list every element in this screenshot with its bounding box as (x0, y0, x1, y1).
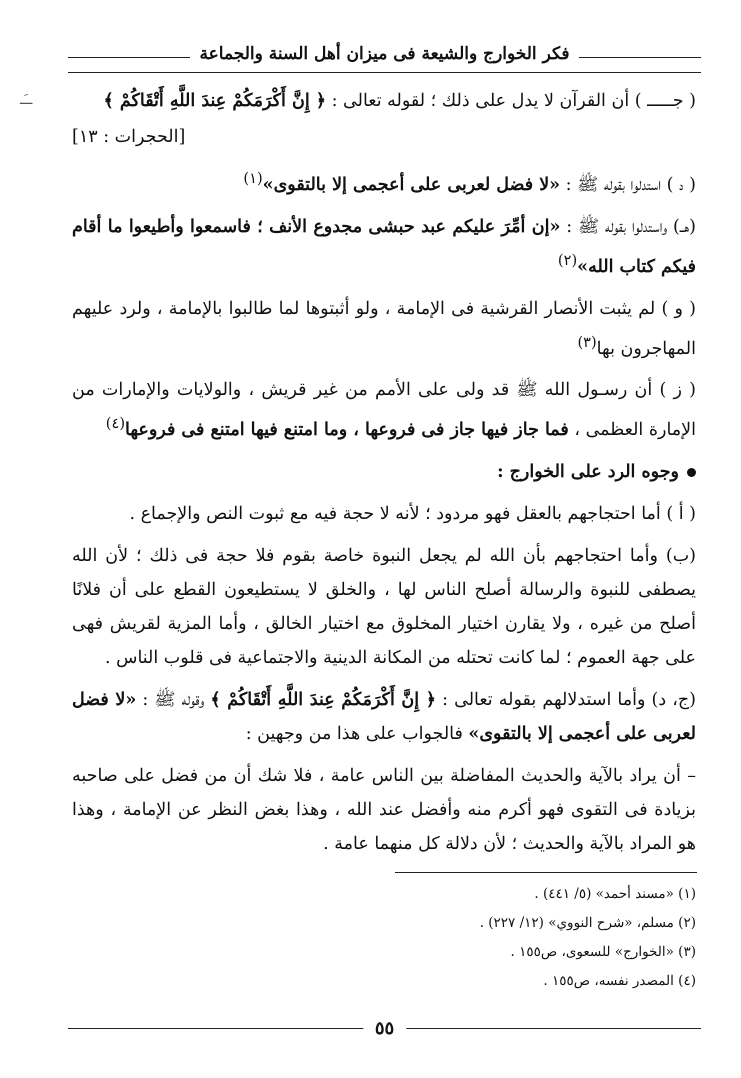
paragraph-dash: – أن يراد بالآية والحديث المفاضلة بين الناس عامة ، فلا شك أن من فضل على صاحبه بزيادة فى التقوى فهو أكرم منه وأفضل عند الله ، وهذا بغض النظر عن الإمامة ، وهذا هو المراد بالآية والحديث ؛ لأن دلالة كل منهما عامة . (72, 766, 696, 855)
paragraph-dal: ( د ) استدلوا بقوله ﷺ : «لا فضل لعربى على أعجمى إلا بالتقوى»$^{(١)}$ (243, 170, 696, 195)
footnote-marker: (٢) (557, 251, 578, 269)
page-footer (68, 1018, 701, 1042)
footnotes (72, 880, 696, 996)
main-text (72, 84, 696, 869)
paragraph-ba: (ب) وأما احتجاجهم بأن الله لم يجعل النبوة خاصة بقوم فلا حجة فى ذلك ؛ لأن الله يصطفى للنبوة والرسالة أصلح الناس لها ، والخلق لا يستطيعون القطع على أن فلانًا أصلح من غيره ، ولا يقارن اختيار المخلوق مع اختيار الخالق ، وأما المزية لقريش فهى على جهة العموم ؛ لما كانت تحتله من المكانة الدينية والاجتماعية فى قلوب الناس . (72, 546, 696, 669)
header-title: فكر الخوارج والشيعة فى ميزان أهل السنة والجماعة (190, 44, 580, 64)
paragraph-zay: ( ز ) أن رسـول الله ﷺ قد ولى على الأمم من غير قريش ، والولايات والإمارات من الإمارة العظمى ، فما جاز فيها جاز فى فروعها ، وما امتنع فيها امتنع فى فروعها$^{(٤)}$ (72, 380, 696, 441)
margin-mark: ــَـ (20, 92, 33, 108)
hadith-quote: «لا فضل لعربى على أعجمى إلا بالتقوى» (72, 690, 696, 745)
footnote: (٢) مسلم، «شرح النووي» (١٢/ ٢٢٧) . (479, 915, 696, 931)
paragraph-alif: ( أ ) أما احتجاجهم بالعقل فهو مردود ؛ لأنه لا حجة فيه مع ثبوت النص والإجماع . (129, 504, 696, 525)
page-number: ٥٥ (363, 1018, 406, 1039)
bullet-icon (687, 468, 696, 477)
verse-reference: [الحجرات : ١٣] (72, 127, 186, 147)
hadith-quote: «لا فضل لعربى على أعجمى إلا بالتقوى» (262, 174, 561, 195)
header-rule (68, 72, 701, 73)
running-header (68, 44, 701, 74)
hadith-quote: «إن أمِّرَ عليكم عبد حبشى مجدوع الأنف ؛ فاسمعوا وأطيعوا ما أقام فيكم كتاب الله» (72, 216, 696, 277)
paragraph-jim: ( جـــــ ) أن القرآن لا يدل على ذلك ؛ لقوله تعالى : ﴿ إِنَّ أَكْرَمَكُمْ عِندَ اللَّهِ أَتْقَاكُمْ ﴾ (103, 91, 696, 111)
footnote: (٣) «الخوارج» للسعوى، ص١٥٥ . (510, 944, 696, 960)
footnote-rule (395, 872, 697, 873)
section-heading: وجوه الرد على الخوارج : (72, 455, 696, 489)
footnote-marker: (١) (243, 170, 263, 187)
paragraph-waw: ( و ) لم يثبت الأنصار القرشية فى الإمامة ، ولو أثبتوها لما طالبوا بالإمامة ، ولرد عليهم المهاجرون بها$^{(٣)}$ (72, 298, 696, 359)
quran-quote: ﴿ إِنَّ أَكْرَمَكُمْ عِندَ اللَّهِ أَتْقَاكُمْ ﴾ (103, 91, 327, 111)
footnote: (١) «مسند أحمد» (٥/ ٤٤١) . (534, 886, 696, 902)
paragraph-jim-dal: (ج، د) وأما استدلالهم بقوله تعالى : ﴿ إِنَّ أَكْرَمَكُمْ عِندَ اللَّهِ أَتْقَاكُمْ ﴾ وقوله ﷺ : «لا فضل لعربى على أعجمى إلا بالتقوى» فالجواب على هذا من وجهين : (72, 690, 697, 745)
footnote: (٤) المصدر نفسه، ص١٥٥ . (543, 973, 696, 989)
paragraph-ha: (هــ) واستدلوا بقوله ﷺ : «إن أمِّرَ عليكم عبد حبشى مجدوع الأنف ؛ فاسمعوا وأطيعوا ما أقام فيكم كتاب الله»$^{(٢)}$ (72, 216, 696, 277)
footnote-marker: (٣) (577, 333, 597, 351)
footnote-marker: (٤) (105, 415, 126, 433)
quran-quote: ﴿ إِنَّ أَكْرَمَكُمْ عِندَ اللَّهِ أَتْقَاكُمْ ﴾ (210, 690, 437, 711)
